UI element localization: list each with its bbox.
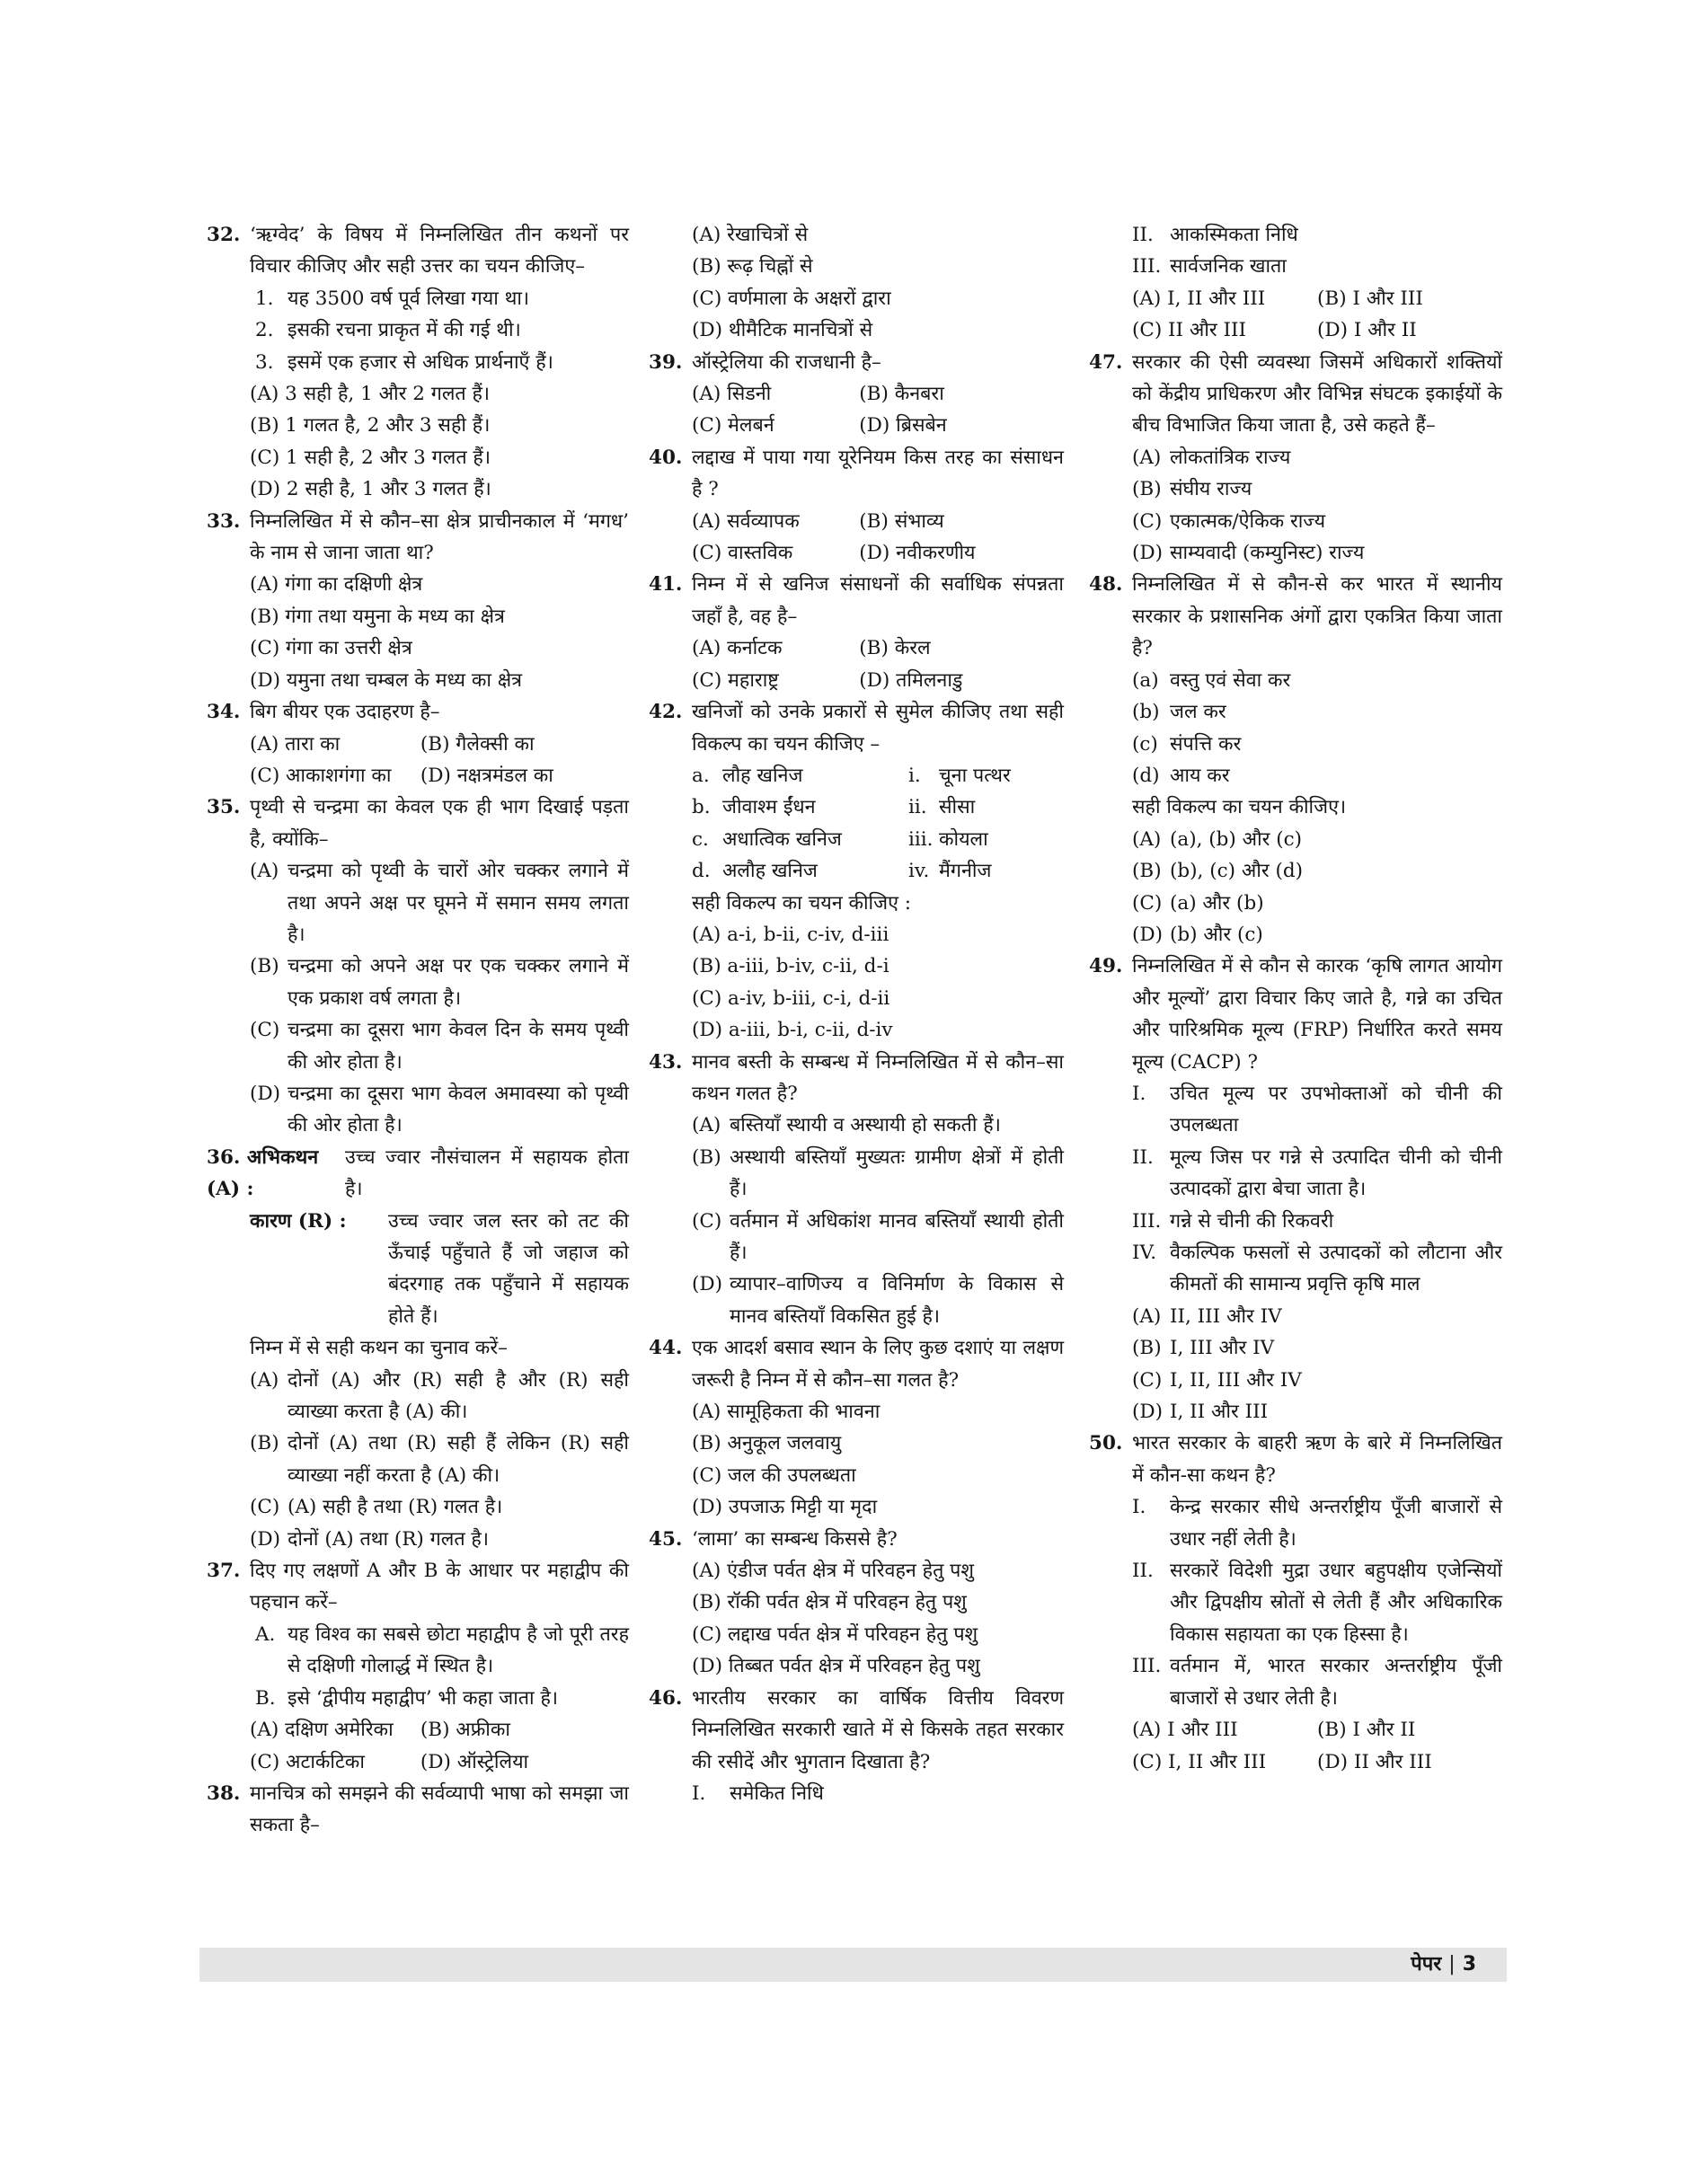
question-33 (207, 506, 629, 696)
option: (A) सिडनी (692, 383, 772, 406)
option: (D) I और II (1317, 319, 1417, 342)
option: (D) चन्द्रमा का दूसरा भाग केवल अमावस्या को पृथ्वी की ओर होता है। (250, 1082, 629, 1137)
option: (C) वास्तविक (692, 542, 793, 565)
question-number: 36. (207, 1145, 241, 1169)
page-footer (199, 1948, 1507, 1982)
reason-text: उच्च ज्वार जल स्तर को तट की ऊँचाई पहुँचाते हैं जो जहाज को बंदरगाह तक पहुँचाने में सहायक होते हैं। (388, 1209, 629, 1328)
question-number: 50. (1089, 1432, 1123, 1455)
question-number: 45. (649, 1527, 683, 1551)
option: (C) a-iv, b-iii, c-i, d-ii (692, 986, 890, 1010)
option: (C) अटार्कटिका (250, 1750, 365, 1773)
option: (C) वर्तमान में अधिकांश मानव बस्तियाँ स्थायी होती हैं। (692, 1209, 1064, 1264)
option: (A) दक्षिण अमेरिका (250, 1719, 394, 1742)
question-number: 43. (649, 1050, 683, 1074)
statement: (b) जल कर (1132, 701, 1226, 724)
option: (B) संघीय राज्य (1132, 478, 1252, 501)
question-number: 41. (649, 573, 683, 597)
option: (C) एकात्मक/ऐकिक राज्य (1132, 509, 1326, 533)
option: (B) रॉकी पर्वत क्षेत्र में परिवहन हेतु पशु (692, 1591, 967, 1614)
option: (B) (b), (c) और (d) (1132, 860, 1304, 883)
question-38-options (649, 219, 1064, 347)
question-stem: निम्नलिखित में से कौन से कारक ‘कृषि लागत आयोग और मूल्यों’ द्वारा विचार किए जाते है, गन्ने का उचित और पारिश्रमिक मूल्य (FRP) निर्धारित करते समय मूल्य (CACP) ? (1132, 955, 1502, 1074)
question-stem: बिग बीयर एक उदाहरण है– (250, 701, 440, 724)
option: (C) वर्णमाला के अक्षरों द्वारा (692, 287, 891, 310)
option: (D) तमिलनाडु (859, 668, 963, 692)
statement: II. मूल्य जिस पर गन्ने से उत्पादित चीनी को चीनी उत्पादकों द्वारा बेचा जाता है। (1132, 1145, 1502, 1201)
question-50 (1089, 1428, 1502, 1777)
option: (D) उपजाऊ मिट्टी या मृदा (692, 1496, 878, 1519)
column-right (1089, 219, 1502, 1778)
option: (C) मेलबर्न (692, 414, 774, 438)
statement: III. गन्ने से चीनी की रिकवरी (1132, 1209, 1334, 1233)
question-39 (649, 347, 1064, 442)
match-row: b. जीवाश्म ईंधन ii. सीसा (692, 796, 976, 819)
statement: (c) संपत्ति कर (1132, 732, 1242, 756)
question-stem: भारत सरकार के बाहरी ऋण के बारे में निम्नलिखित में कौन-सा कथन है? (1132, 1432, 1502, 1487)
option: (B) I और III (1317, 287, 1423, 310)
option-row (692, 410, 1064, 441)
option-row (692, 665, 1064, 696)
question-number: 37. (207, 1560, 241, 1583)
footer-separator: | (1448, 1953, 1456, 1976)
option: (C) 1 सही है, 2 और 3 गलत हैं। (250, 446, 491, 469)
question-46-continued (1089, 219, 1502, 347)
option: (C) (A) सही है तथा (R) गलत है। (250, 1496, 503, 1519)
option: (B) I और II (1317, 1719, 1416, 1742)
statement: III. वर्तमान में, भारत सरकार अन्तर्राष्ट्रीय पूँजी बाजारों से उधार लेती है। (1132, 1655, 1502, 1710)
statement: 3. इसमें एक हजार से अधिक प्रार्थनाएँ हैं। (255, 350, 553, 374)
option: (A) तारा का (250, 732, 341, 756)
option: (B) गैलेक्सी का (420, 732, 535, 756)
option: (A) a-i, b-ii, c-iv, d-iii (692, 923, 889, 946)
option: (D) तिब्बत पर्वत क्षेत्र में परिवहन हेतु पशु (692, 1655, 980, 1678)
match-row: d. अलौह खनिज iv. मैंगनीज (692, 860, 992, 883)
question-number: 39. (649, 350, 683, 374)
option: (B) 1 गलत है, 2 और 3 सही हैं। (250, 414, 491, 438)
option-row (1132, 283, 1502, 314)
question-41 (649, 569, 1064, 696)
statement: 1. यह 3500 वर्ष पूर्व लिखा गया था। (255, 287, 530, 310)
question-stem: निम्नलिखित में से कौन-से कर भारत में स्थानीय सरकार के प्रशासनिक अंगों द्वारा एकत्रित किया जाता है? (1132, 573, 1502, 660)
option: (C) जल की उपलब्धता (692, 1463, 856, 1487)
option: (A) गंगा का दक्षिणी क्षेत्र (250, 573, 423, 597)
question-stem: दिए गए लक्षणों A और B के आधार पर महाद्वीप की पहचान करें– (250, 1560, 629, 1614)
option-row (1132, 1746, 1502, 1778)
option: (C) गंगा का उत्तरी क्षेत्र (250, 637, 412, 660)
question-stem: एक आदर्श बसाव स्थान के लिए कुछ दशाएं या लक्षण जरूरी है निम्न में से कौन–सा गलत है? (692, 1337, 1064, 1392)
option: (B) चन्द्रमा को अपने अक्ष पर एक चक्कर लगाने में एक प्रकाश वर्ष लगता है। (250, 955, 629, 1010)
option: (B) a-iii, b-iv, c-ii, d-i (692, 955, 889, 978)
question-number: 44. (649, 1337, 683, 1360)
option: (B) कैनबरा (859, 383, 944, 406)
question-49 (1089, 950, 1502, 1428)
question-stem: मानव बस्ती के सम्बन्ध में निम्नलिखित में से कौन–सा कथन गलत है? (692, 1050, 1064, 1105)
option: (C) I, II, III और IV (1132, 1368, 1302, 1392)
option: (A) I और III (1132, 1719, 1238, 1742)
statement: (d) आय कर (1132, 764, 1230, 787)
option: (B) अस्थायी बस्तियाँ मुख्यतः ग्रामीण क्षेत्रों में होती हैं। (692, 1145, 1064, 1201)
statement: (a) वस्तु एवं सेवा कर (1132, 668, 1291, 692)
question-stem: सरकार की ऐसी व्यवस्था जिसमें अधिकारों शक्तियों को केंद्रीय प्राधिकरण और विभिन्न संघटक इकाईयों के बीच विभाजित किया जाता है, उसे कहते हैं– (1132, 350, 1502, 438)
option: (D) a-iii, b-i, c-ii, d-iv (692, 1019, 893, 1042)
question-32 (207, 219, 629, 506)
option: (A) सामूहिकता की भावना (692, 1401, 881, 1424)
option: (D) II और III (1317, 1750, 1432, 1773)
assertion-text: उच्च ज्वार नौसंचालन में सहायक होता है। (345, 1145, 629, 1201)
question-38 (207, 1778, 629, 1842)
option: (C) II और III (1132, 319, 1246, 342)
question-stem: निम्न में से खनिज संसाधनों की सर्वाधिक संपन्नता जहाँ है, वह है– (692, 573, 1064, 628)
option-row (692, 506, 1064, 537)
question-number: 32. (207, 224, 241, 246)
option: (A) सर्वव्यापक (692, 509, 800, 533)
question-46 (649, 1683, 1064, 1810)
option: (C) (a) और (b) (1132, 891, 1264, 915)
statement: III. सार्वजनिक खाता (1132, 255, 1287, 278)
question-48 (1089, 569, 1502, 950)
option: (D) (b) और (c) (1132, 923, 1263, 946)
instruction: सही विकल्प का चयन कीजिए। (1132, 796, 1347, 819)
option: (A) 3 सही है, 1 और 2 गलत हैं। (250, 383, 491, 406)
option: (D) ऑस्ट्रेलिया (420, 1750, 529, 1773)
statement: II. सरकारें विदेशी मुद्रा उधार बहुपक्षीय एजेन्सियों और द्विपक्षीय स्रोतों से लेती हैं और अधिकारिक विकास सहायता का एक हिस्सा है। (1132, 1560, 1502, 1646)
option-row (692, 537, 1064, 569)
question-stem: भारतीय सरकार का वार्षिक वित्तीय विवरण निम्नलिखित सरकारी खाते में से किसके तहत सरकार की रसीदें और भुगतान दिखाता है? (692, 1686, 1064, 1773)
question-stem: ‘ऋग्वेद’ के विषय में निम्नलिखित तीन कथनों पर विचार कीजिए और सही उत्तर का चयन कीजिए– (250, 224, 629, 278)
question-36 (207, 1142, 629, 1555)
question-stem: पृथ्वी से चन्द्रमा का केवल एक ही भाग दिखाई पड़ता है, क्योंकि– (250, 796, 629, 851)
statement: I. समेकित निधि (692, 1781, 824, 1805)
option: (C) आकाशगंगा का (250, 764, 392, 787)
option: (B) केरल (859, 637, 931, 660)
question-47 (1089, 347, 1502, 570)
statement: 2. इसकी रचना प्राकृत में की गई थी। (255, 319, 521, 342)
question-stem: ‘लामा’ का सम्बन्ध किससे है? (692, 1527, 898, 1551)
question-number: 47. (1089, 350, 1123, 374)
option: (A) कर्नाटक (692, 637, 783, 660)
option: (B) अफ्रीका (420, 1719, 510, 1742)
option: (D) साम्यवादी (कम्युनिस्ट) राज्य (1132, 542, 1365, 565)
option: (A) दोनों (A) और (R) सही है और (R) सही व्याख्या करता है (A) की। (250, 1368, 629, 1424)
question-40 (649, 442, 1064, 570)
question-37 (207, 1555, 629, 1778)
option: (A) II, III और IV (1132, 1304, 1282, 1328)
question-number: 42. (649, 701, 683, 724)
reason (207, 1206, 629, 1333)
question-number: 38. (207, 1781, 241, 1805)
question-number: 33. (207, 509, 241, 533)
question-number: 35. (207, 796, 241, 819)
question-34 (207, 696, 629, 791)
option: (B) संभाव्य (859, 509, 944, 533)
option: (C) I, II और III (1132, 1750, 1267, 1773)
instruction: सही विकल्प का चयन कीजिए : (692, 891, 912, 915)
option: (A) एंडीज पर्वत क्षेत्र में परिवहन हेतु पशु (692, 1560, 974, 1583)
option: (B) अनुकूल जलवायु (692, 1432, 842, 1455)
question-number: 48. (1089, 573, 1123, 597)
statement: I. केन्द्र सरकार सीधे अन्तर्राष्ट्रीय पूँजी बाजारों से उधार नहीं लेती है। (1132, 1496, 1502, 1551)
option: (D) यमुना तथा चम्बल के मध्य का क्षेत्र (250, 668, 523, 692)
question-42 (649, 696, 1064, 1046)
question-44 (649, 1332, 1064, 1523)
option: (D) नवीकरणीय (859, 542, 976, 565)
question-stem: खनिजों को उनके प्रकारों से सुमेल कीजिए तथा सही विकल्प का चयन कीजिए – (692, 701, 1064, 756)
question-number: 34. (207, 701, 241, 724)
option: (A) रेखाचित्रों से (692, 224, 809, 246)
option: (C) लद्दाख पर्वत क्षेत्र में परिवहन हेतु पशु (692, 1622, 978, 1646)
option: (D) 2 सही है, 1 और 3 गलत हैं। (250, 478, 491, 501)
question-43 (649, 1047, 1064, 1333)
question-stem: ऑस्ट्रेलिया की राजधानी है– (692, 350, 881, 374)
assertion-label: अभिकथन (A) : (207, 1145, 319, 1201)
match-row: c. अधात्विक खनिज iii. कोयला (692, 827, 988, 851)
question-number: 40. (649, 446, 683, 469)
option: (D) I, II और III (1132, 1401, 1269, 1424)
statement: B. इसे ‘द्वीपीय महाद्वीप’ भी कहा जाता है। (255, 1686, 559, 1710)
page-number: 3 (1462, 1953, 1476, 1976)
option: (A) लोकतांत्रिक राज्य (1132, 446, 1291, 469)
question-number: 46. (649, 1686, 683, 1710)
page-number-label (1411, 1948, 1476, 1982)
option: (C) चन्द्रमा का दूसरा भाग केवल दिन के समय पृथ्वी की ओर होता है। (250, 1019, 629, 1074)
option-row (250, 1714, 629, 1746)
column-middle (649, 219, 1064, 1809)
option: (D) थीमैटिक मानचित्रों से (692, 319, 873, 342)
question-45 (649, 1524, 1064, 1683)
match-row: a. लौह खनिज i. चूना पत्थर (692, 764, 1011, 787)
option-row (250, 760, 629, 791)
option: (C) महाराष्ट्र (692, 668, 779, 692)
instruction: निम्न में से सही कथन का चुनाव करें– (250, 1337, 508, 1360)
question-stem: लद्दाख में पाया गया यूरेनियम किस तरह का संसाधन है ? (692, 446, 1064, 501)
footer-label: पेपर (1411, 1953, 1442, 1976)
question-stem: मानचित्र को समझने की सर्वव्यापी भाषा को समझा जा सकता है– (250, 1781, 629, 1837)
assertion (207, 1142, 629, 1206)
reason-label: कारण (R) : (250, 1209, 347, 1233)
option-row (1132, 314, 1502, 346)
option-row (250, 729, 629, 760)
option: (D) व्यापार–वाणिज्य व विनिर्माण के विकास से मानव बस्तियाँ विकसित हुई है। (692, 1273, 1064, 1328)
option-row (1132, 1714, 1502, 1746)
option: (D) नक्षत्रमंडल का (420, 764, 553, 787)
statement: II. आकस्मिकता निधि (1132, 224, 1298, 246)
statement: I. उचित मूल्य पर उपभोक्ताओं को चीनी की उपलब्धता (1132, 1082, 1502, 1137)
question-stem: निम्नलिखित में से कौन–सा क्षेत्र प्राचीनकाल में ‘मगध’ के नाम से जाना जाता था? (250, 509, 629, 565)
option: (A) I, II और III (1132, 287, 1266, 310)
option: (B) दोनों (A) तथा (R) सही हैं लेकिन (R) सही व्याख्या नहीं करता है (A) की। (250, 1432, 629, 1487)
question-35 (207, 791, 629, 1141)
option-row (692, 632, 1064, 664)
option-row (692, 378, 1064, 410)
column-left (207, 219, 629, 1842)
option-row (250, 1746, 629, 1778)
option: (B) I, III और IV (1132, 1337, 1275, 1360)
option: (B) रूढ़ चिह्नों से (692, 255, 813, 278)
option: (D) ब्रिसबेन (859, 414, 947, 438)
question-number: 49. (1089, 955, 1123, 978)
option: (A) (a), (b) और (c) (1132, 827, 1303, 851)
option: (B) गंगा तथा यमुना के मध्य का क्षेत्र (250, 605, 505, 628)
statement: A. यह विश्व का सबसे छोटा महाद्वीप है जो पूरी तरह से दक्षिणी गोलार्द्ध में स्थित है। (255, 1622, 629, 1678)
option: (A) चन्द्रमा को पृथ्वी के चारों ओर चक्कर लगाने में तथा अपने अक्ष पर घूमने में समान समय लगता है। (250, 860, 629, 946)
option: (A) बस्तियाँ स्थायी व अस्थायी हो सकती हैं। (692, 1114, 1001, 1137)
option: (D) दोनों (A) तथा (R) गलत है। (250, 1527, 489, 1551)
statement: IV. वैकल्पिक फसलों से उत्पादकों को लौटाना और कीमतों की सामान्य प्रवृत्ति कृषि माल (1132, 1242, 1502, 1296)
